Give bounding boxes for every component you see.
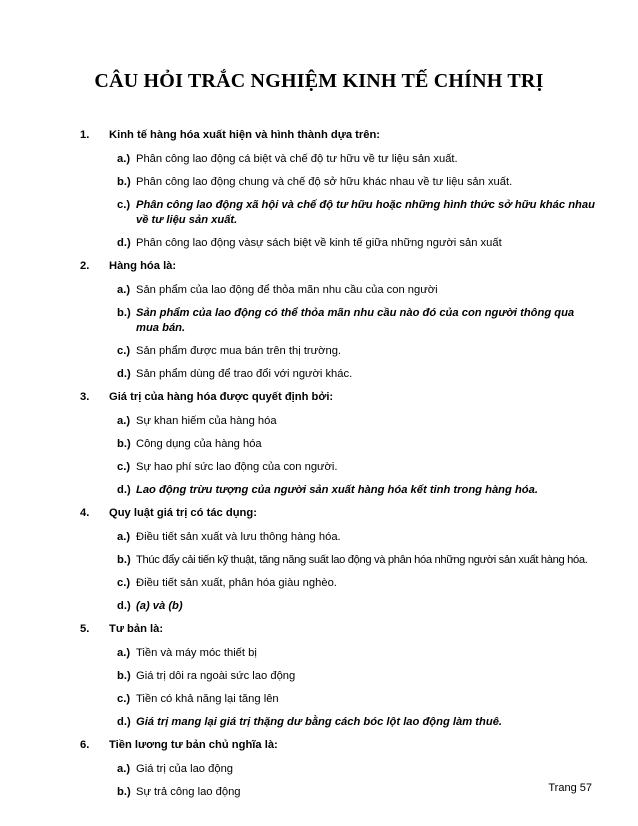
option-text: Thúc đẩy cải tiến kỹ thuật, tăng năng suất lao động và phân hóa những người sản xuất hàng hóa. [136,554,588,566]
option-label: d.) [117,237,131,249]
question-1 [0,128,638,148]
option-label: a.) [117,763,131,775]
answer-option [0,152,638,167]
option-label: c.) [117,693,131,705]
option-label: a.) [117,415,131,427]
option-text: Sự khan hiếm của hàng hóa [136,415,277,427]
option-label: a.) [117,531,131,543]
option-text: Phân công lao động xã hội và chế độ tư hữu hoặc những hình thức sở hữu khác nhau về tư liệu sản xuất. [136,199,595,226]
answer-option-correct [0,198,638,228]
answer-option [0,437,638,452]
answer-option-correct [0,599,638,614]
option-label: a.) [117,647,131,659]
answer-option [0,460,638,475]
question-number: 6. [80,739,90,751]
option-text: Điều tiết sản xuất và lưu thông hàng hóa. [136,531,341,543]
question-6 [0,738,638,758]
option-label: a.) [117,153,131,165]
answer-option [0,236,638,251]
option-text: Sự trả công lao động [136,786,241,798]
question-3 [0,390,638,410]
option-label: d.) [117,368,131,380]
option-text: Lao động trừu tượng của người sản xuất hàng hóa kết tinh trong hàng hóa. [136,484,538,496]
question-text: Quy luật giá trị có tác dụng: [109,507,257,519]
option-label: d.) [117,600,131,612]
question-number: 5. [80,623,90,635]
question-list [0,128,638,808]
option-text: Tiền có khả năng lại tăng lên [136,693,279,705]
option-label: c.) [117,199,131,211]
answer-option [0,785,638,800]
option-text: Phân công lao động chung và chế độ sở hữu khác nhau về tư liệu sản xuất. [136,176,513,188]
answer-option [0,414,638,429]
answer-option [0,576,638,591]
question-text: Giá trị của hàng hóa được quyết định bởi: [109,391,334,403]
option-label: b.) [117,176,131,188]
option-label: c.) [117,577,131,589]
answer-option [0,175,638,190]
question-number: 3. [80,391,90,403]
option-text: Sản phẩm của lao động có thể thỏa mãn nhu cầu nào đó của con người thông qua mua bán. [136,307,575,334]
answer-option [0,530,638,545]
question-text: Kinh tế hàng hóa xuất hiện và hình thành dựa trên: [109,129,381,141]
option-text: Điều tiết sản xuất, phân hóa giàu nghèo. [136,577,337,589]
option-text: Sản phẩm được mua bán trên thị trường. [136,345,342,357]
option-label: a.) [117,284,131,296]
answer-option [0,553,638,568]
option-text: Sản phẩm dùng để trao đổi với người khác. [136,368,353,380]
page-number: Trang 57 [548,782,592,794]
question-text: Tư bản là: [109,623,164,635]
question-text: Hàng hóa là: [109,260,177,272]
option-label: d.) [117,716,131,728]
answer-option [0,367,638,382]
answer-option [0,669,638,684]
question-number: 1. [80,129,90,141]
option-text: Giá trị dôi ra ngoài sức lao động [136,670,296,682]
option-label: b.) [117,438,131,450]
option-text: Sự hao phí sức lao động của con người. [136,461,338,473]
question-4 [0,506,638,526]
answer-option [0,762,638,777]
option-label: b.) [117,554,131,566]
option-label: d.) [117,484,131,496]
option-text: Phân công lao động cá biệt và chế độ tư hữu về tư liệu sản xuất. [136,153,458,165]
page-title: CÂU HỎI TRẮC NGHIỆM KINH TẾ CHÍNH TRỊ [94,70,544,92]
question-5 [0,622,638,642]
answer-option [0,646,638,661]
answer-option-correct [0,483,638,498]
answer-option [0,283,638,298]
answer-option [0,692,638,707]
option-text: Giá trị mang lại giá trị thặng dư bằng cách bóc lột lao động làm thuê. [136,716,503,728]
option-label: b.) [117,786,131,798]
question-number: 4. [80,507,90,519]
option-text: (a) và (b) [136,600,183,612]
option-label: b.) [117,670,131,682]
answer-option-correct [0,715,638,730]
option-text: Công dụng của hàng hóa [136,438,262,450]
option-label: b.) [117,307,131,319]
option-label: c.) [117,345,131,357]
question-text: Tiền lương tư bản chủ nghĩa là: [109,739,278,751]
option-text: Tiền và máy móc thiết bị [136,647,257,659]
option-text: Sản phẩm của lao động để thỏa mãn nhu cầu của con người [136,284,438,296]
question-number: 2. [80,260,90,272]
answer-option-correct [0,306,638,336]
answer-option [0,344,638,359]
option-label: c.) [117,461,131,473]
question-2 [0,259,638,279]
option-text: Giá trị của lao động [136,763,234,775]
option-text: Phân công lao động vàsự sách biệt về kinh tế giữa những người sản xuất [136,237,502,249]
